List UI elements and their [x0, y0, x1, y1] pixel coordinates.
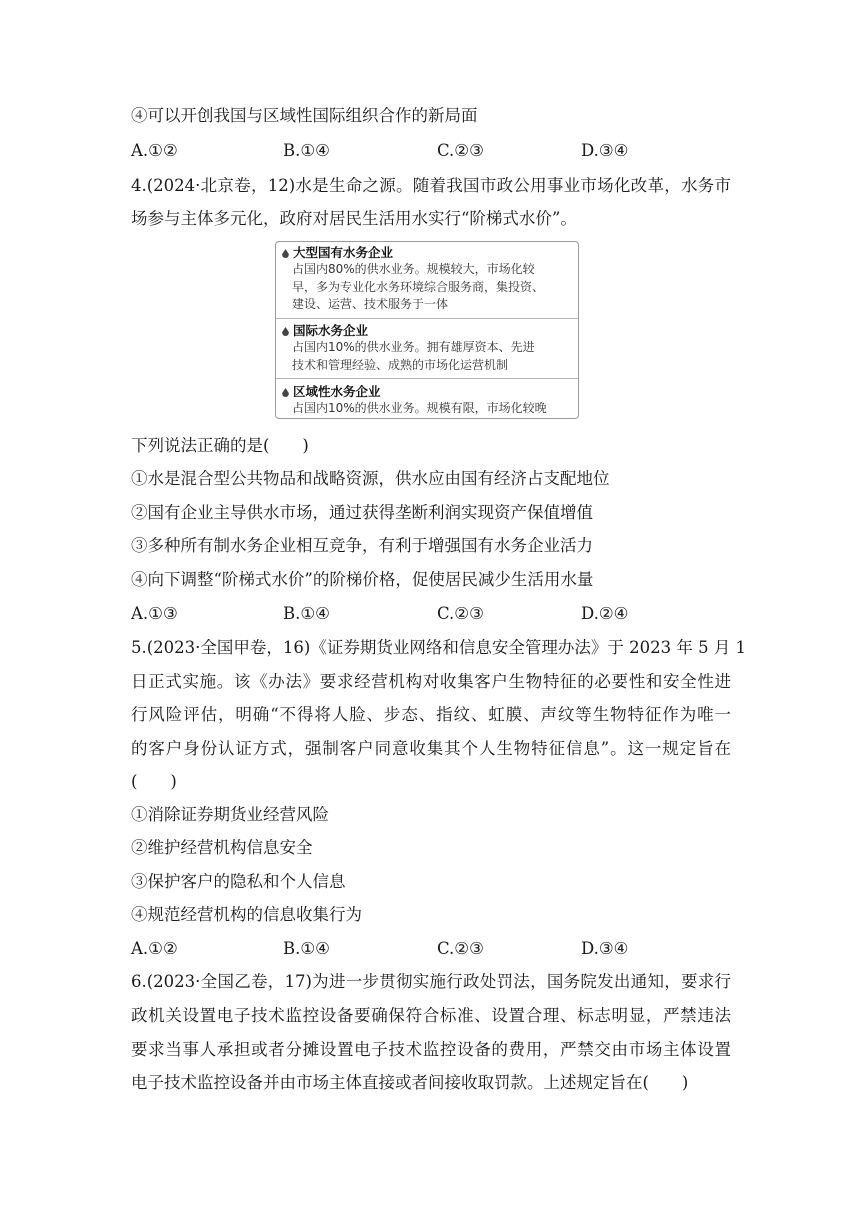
water-drop-icon — [282, 327, 289, 336]
q3-option-b: B.①④ — [283, 141, 330, 160]
q5-stem-line-1: 5.(2023·全国甲卷，16)《证券期货业网络和信息安全管理办法》于 2023 年 5 月 1 — [131, 638, 747, 657]
water-drop-icon — [282, 388, 289, 397]
q6-stem-line-2: 政机关设置电子技术监控设备要确保符合标准、设置合理、标志明显，严禁违法 — [131, 1006, 731, 1025]
q4-stem-line-1: 4.(2024·北京卷，12)水是生命之源。随着我国市政公用事业市场化改革，水务市 — [131, 176, 731, 195]
box-section-line: 技术和管理经验、成熟的市场化运营机制 — [292, 357, 509, 372]
q4-options — [131, 604, 731, 624]
box-section-title: 区域性水务企业 — [293, 384, 381, 399]
q5-option-a: A.①② — [131, 939, 178, 958]
q4-item-1: ①水是混合型公共物品和战略资源，供水应由国有经济占支配地位 — [131, 469, 610, 488]
q4-option-a: A.①③ — [131, 604, 178, 623]
q5-stem-line-3: 行风险评估，明确“不得将人脸、步态、指纹、虹膜、声纹等生物特征作为唯一 — [131, 705, 731, 724]
q4-item-2: ②国有企业主导供水市场，通过获得垄断利润实现资产保值增值 — [131, 503, 593, 522]
q6-stem-line-1: 6.(2023·全国乙卷，17)为进一步贯彻实施行政处罚法，国务院发出通知，要求行 — [131, 972, 731, 991]
box-section-line: 早，多为专业化水务环境综合服务商，集投资、 — [292, 279, 545, 294]
q5-option-b: B.①④ — [283, 939, 330, 958]
water-drop-icon — [282, 249, 289, 258]
q5-item-1: ①消除证券期货业经营风险 — [131, 805, 329, 824]
box-section-line: 占国内10%的供水业务。拥有雄厚资本、先进 — [292, 340, 535, 354]
q3-item-4: ④可以开创我国与区域性国际组织合作的新局面 — [131, 106, 478, 125]
box-section-title: 大型国有水务企业 — [293, 245, 394, 260]
q6-stem-line-4: 电子技术监控设备并由市场主体直接或者间接收取罚款。上述规定旨在( ) — [131, 1073, 689, 1092]
q5-item-3: ③保护客户的隐私和个人信息 — [131, 872, 346, 891]
q4-option-b: B.①④ — [283, 604, 330, 623]
q4-option-c: C.②③ — [437, 604, 484, 623]
box-section-line: 建设、运营、技术服务于一体 — [292, 297, 449, 311]
q5-option-c: C.②③ — [437, 939, 484, 958]
q3-options — [131, 141, 731, 161]
q3-option-a: A.①② — [131, 141, 178, 160]
q5-stem-line-2: 日正式实施。该《办法》要求经营机构对收集客户生物特征的必要性和安全性进 — [131, 672, 731, 691]
q4-item-4: ④向下调整“阶梯式水价”的阶梯价格，促使居民减少生活用水量 — [131, 570, 594, 589]
q5-stem-line-5: ( ) — [131, 772, 177, 791]
q5-item-4: ④规范经营机构的信息收集行为 — [131, 905, 362, 924]
q5-options — [131, 939, 731, 959]
box-divider — [276, 318, 578, 319]
q4-question: 下列说法正确的是( ) — [131, 436, 309, 455]
box-section-regional — [276, 383, 578, 418]
water-enterprise-info-box — [275, 241, 579, 419]
box-section-state-owned — [276, 244, 578, 314]
q5-stem-line-4: 的客户身份认证方式，强制客户同意收集其个人生物特征信息”。这一规定旨在 — [131, 739, 731, 758]
box-section-line: 占国内10%的供水业务。规模有限，市场化较晚 — [292, 401, 547, 415]
q6-stem-line-3: 要求当事人承担或者分摊设置电子技术监控设备的费用，严禁交由市场主体设置 — [131, 1040, 731, 1059]
q4-stem-line-2: 场参与主体多元化，政府对居民生活用水实行“阶梯式水价”。 — [131, 209, 577, 228]
q4-option-d: D.②④ — [581, 604, 629, 623]
box-section-international — [276, 322, 578, 374]
q5-option-d: D.③④ — [581, 939, 629, 958]
q3-option-c: C.②③ — [437, 141, 484, 160]
box-section-title: 国际水务企业 — [293, 323, 369, 338]
q5-item-2: ②维护经营机构信息安全 — [131, 838, 313, 857]
q3-option-d: D.③④ — [581, 141, 629, 160]
box-section-line: 占国内80%的供水业务。规模较大，市场化较 — [292, 262, 535, 276]
q4-item-3: ③多种所有制水务企业相互竞争，有利于增强国有水务企业活力 — [131, 536, 593, 555]
box-divider — [276, 378, 578, 379]
